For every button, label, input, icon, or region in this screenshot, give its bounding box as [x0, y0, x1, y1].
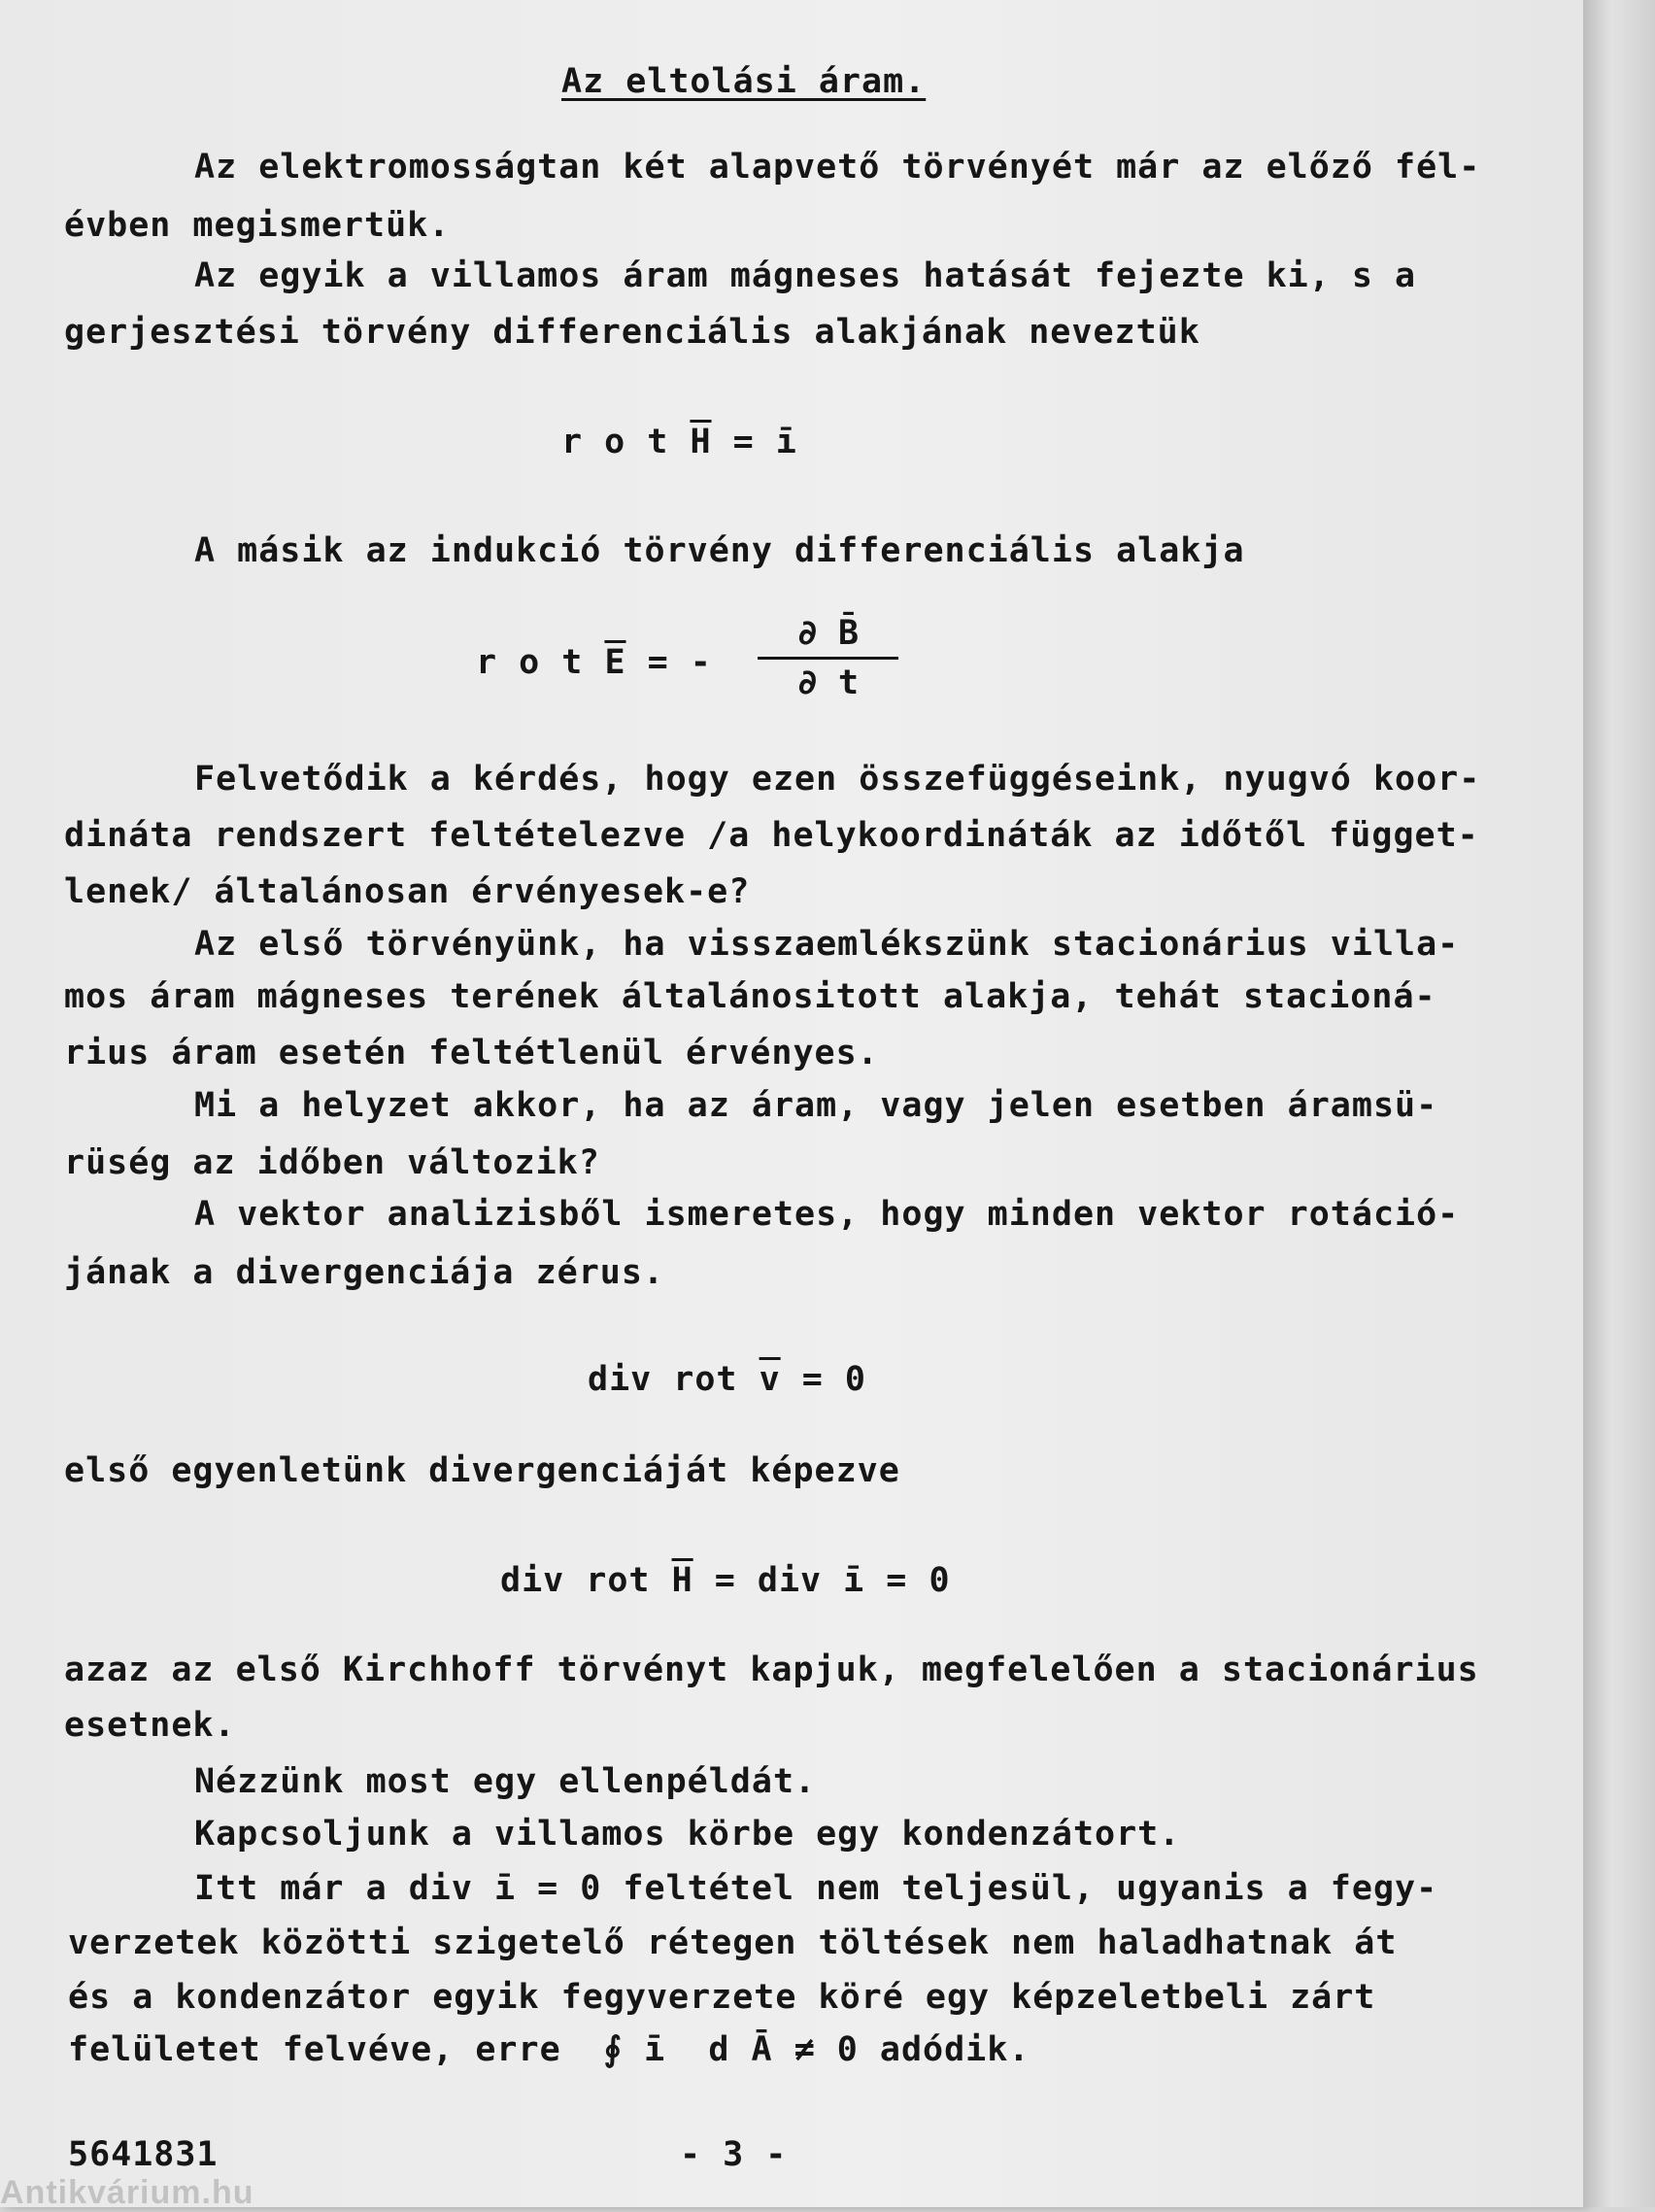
fraction-bar — [758, 657, 898, 660]
paragraph-line: Mi a helyzet akkor, ha az áram, vagy jelen esetben áramsü- — [194, 1086, 1438, 1125]
paragraph-line: Az elektromosságtan két alapvető törvényét már az előző fél- — [194, 148, 1481, 187]
equation-div-rot-h: div rot $\overline{H}$ = div ī = 0 — [500, 1561, 951, 1600]
paragraph-line: verzetek közötti szigetelő rétegen töltések nem haladhatnak át — [68, 1923, 1398, 1962]
equation-div-rot-v: div rot $\overline{v} = 0$ — [588, 1360, 866, 1399]
paragraph-line: és a kondenzátor egyik fegyverzete köré egy képzeletbeli zárt — [68, 1978, 1376, 2017]
paragraph-line: A vektor analizisből ismeretes, hogy minden vektor rotáció- — [194, 1195, 1460, 1234]
equation-curl-e: r o t $\overline{E}$ = - — [476, 643, 712, 682]
paragraph-line: Felvetődik a kérdés, hogy ezen összefüggéseink, nyugvó koor- — [194, 760, 1481, 799]
paragraph-line: Az egyik a villamos áram mágneses hatását fejezte ki, s a — [194, 256, 1417, 295]
paragraph-line: Nézzünk most egy ellenpéldát. — [194, 1762, 817, 1801]
paragraph-line: gerjesztési törvény differenciális alakjának neveztük — [64, 313, 1200, 352]
paragraph-line: rius áram esetén feltétlenül érvényes. — [64, 1034, 879, 1072]
paragraph-line: jának a divergenciája zérus. — [64, 1253, 665, 1292]
paragraph-line: esetnek. — [64, 1706, 236, 1745]
paragraph-line: Kapcsoljunk a villamos körbe egy kondenzátort. — [194, 1815, 1181, 1854]
paragraph-line: Az első törvényünk, ha visszaemlékszünk stacionárius villa- — [194, 925, 1460, 964]
fraction-denominator: ∂ t — [796, 664, 860, 702]
paragraph-line: dináta rendszert feltételezve /a helykoordináták az időtől függet- — [64, 816, 1479, 855]
paragraph-line: rüség az időben változik? — [64, 1143, 600, 1182]
fraction-numerator: ∂ B̄ — [796, 614, 860, 653]
watermark: Antikvárium.hu — [0, 2174, 254, 2211]
paragraph-line: lenek/ általánosan érvényesek-e? — [64, 872, 751, 911]
paragraph-line: A másik az indukció törvény differenciális alakja — [194, 531, 1245, 570]
page-title: Az eltolási áram. — [561, 62, 927, 101]
partial-derivative-fraction — [758, 612, 898, 704]
page-edge-shadow — [1583, 0, 1655, 2207]
equation-curl-h: r o t $\overline{H}$ = ī — [561, 423, 797, 461]
document-number: 5641831 — [68, 2135, 219, 2174]
paragraph-line: azaz az első Kirchhoff törvényt kapjuk, megfelelően a stacionárius — [64, 1650, 1479, 1689]
paragraph-line: évben megismertük. — [64, 206, 451, 245]
paragraph-line: felületet felvéve, erre ∮ ī d Ā ≠ 0 adódik. — [68, 2030, 1030, 2069]
paragraph-line: mos áram mágneses terének általánositott alakja, tehát stacioná- — [64, 977, 1436, 1016]
page-number: - 3 - — [680, 2135, 788, 2174]
paragraph-line: első egyenletünk divergenciáját képezve — [64, 1451, 900, 1490]
paragraph-line: Itt már a div ī = 0 feltétel nem teljesül, ugyanis a fegy- — [194, 1869, 1438, 1908]
